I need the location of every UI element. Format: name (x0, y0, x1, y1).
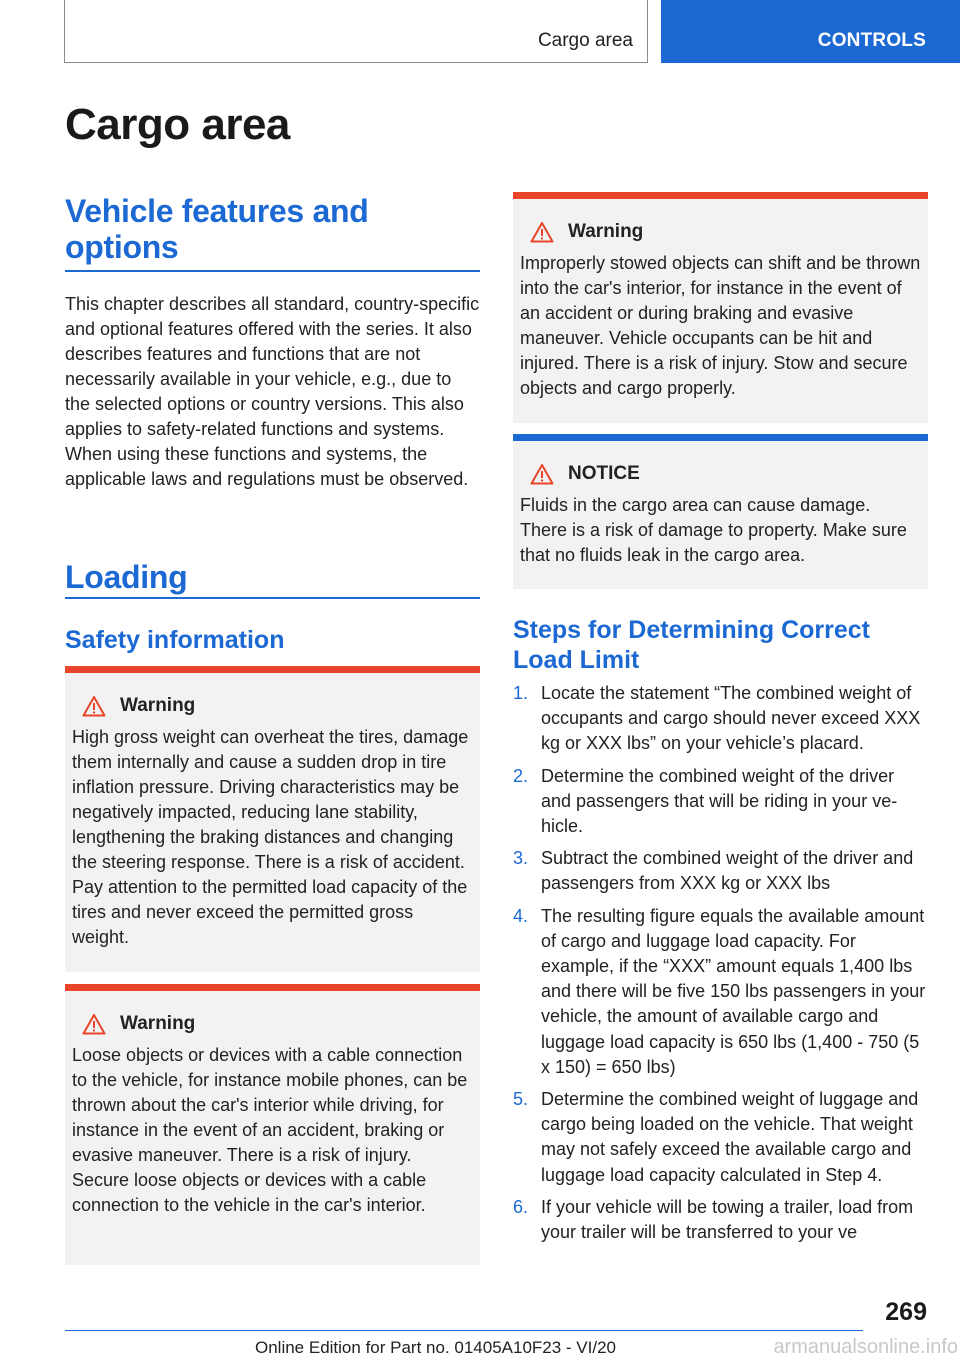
notice-title: NOTICE (568, 463, 640, 484)
warning-text: Improperly stowed objects can shift and be thrown into the car's interior, for instance in the event of an accident or during braking and evasive maneuver. Vehicle occupants can be hit and injured. There is a risk of injury. Stow and secure objects and cargo properly. (520, 253, 921, 398)
step-number: 4. (513, 905, 529, 926)
chapter-tab (661, 0, 960, 63)
list-item (513, 1195, 928, 1245)
list-item (513, 904, 928, 1080)
loading-heading-rule (65, 597, 480, 599)
step-text: Subtract the combined weight of the driver and passengers from XXX kg or XXX lbs (541, 848, 914, 894)
step-text: Locate the statement “The combined weight of occupants and cargo should never exceed XXX kg or XXX lbs” on your vehicle’s placard. (541, 683, 921, 754)
step-number: 3. (513, 848, 529, 869)
warning-triangle-icon (82, 695, 106, 717)
loading-heading: Loading (65, 559, 188, 595)
header-chapter-label: CONTROLS (817, 30, 926, 51)
page-title: Cargo area (65, 100, 290, 149)
features-heading: Vehicle features and options (65, 193, 369, 265)
step-number: 6. (513, 1196, 529, 1217)
watermark: armanualsonline.info (773, 1336, 958, 1358)
list-item (513, 681, 928, 757)
page-number: 269 (885, 1298, 927, 1326)
warning-box-gross-weight (65, 666, 480, 972)
notice-text: Fluids in the cargo area can cause damage. There is a risk of damage to property. Make sure that no fluids leak in the cargo area. (520, 495, 907, 565)
warning-triangle-icon (82, 1013, 106, 1035)
step-number: 2. (513, 765, 529, 786)
features-heading-rule (65, 270, 480, 272)
step-text: If your vehicle will be towing a trailer, load from your trailer will be transferred to your ve (541, 1196, 914, 1243)
warning-header (82, 693, 473, 719)
warning-box-loose-objects (65, 984, 480, 1265)
step-number: 5. (513, 1089, 529, 1110)
warning-header (82, 1011, 473, 1037)
notice-header (530, 461, 921, 487)
running-header (64, 0, 648, 63)
warning-triangle-icon (530, 463, 554, 485)
features-paragraph: This chapter describes all standard, country-specific and optional features offered with the series. It also describes features and functions that are not necessarily available in your vehicle, e.g., due to the selected options or country versions. This also applies to safety-related functions and systems. When using these functions and systems, the applicable laws and regulations must be observed. (65, 294, 480, 489)
step-number: 1. (513, 683, 529, 703)
warning-title: Warning (568, 221, 644, 242)
warning-triangle-icon (530, 221, 554, 243)
notice-box-fluids (513, 434, 928, 589)
safety-info-heading: Safety information (65, 626, 285, 654)
load-limit-steps (513, 681, 928, 1252)
warning-title: Warning (120, 1013, 196, 1034)
step-text: Determine the combined weight of the driver and passengers that will be riding in your vehicle. (541, 765, 898, 837)
list-item (513, 1087, 928, 1188)
edition-text: Online Edition for Part no. 01405A10F23 - VI/20 (255, 1338, 617, 1357)
warning-header (530, 219, 921, 245)
warning-text: High gross weight can overheat the tires, damage them internally and cause a sudden drop in tire inflation pressure. Driving characteristics may be negatively impacted, reducing lane stability, lengthening the braking distances and changing the steering response. There is a risk of accident. Pay attention to the permitted load capacity of the tires and never exceed the permitted gross weight. (72, 727, 469, 947)
header-section-label: Cargo area (537, 30, 633, 51)
warning-text: Loose objects or devices with a cable connection to the vehicle, for instance mobile phones, can be thrown about the car's interior while driving, for instance in the event of an accident, braking or evasive maneuver. There is a risk of injury. Secure loose objects or devices with a cable connection to the vehicle in the car's interior. (72, 1045, 468, 1215)
footer-rule (65, 1330, 863, 1331)
list-item (513, 764, 928, 840)
list-item (513, 846, 928, 896)
steps-heading: Steps for Determining Correct Load Limit (513, 616, 871, 674)
step-text: The resulting figure equals the available amount of cargo and luggage load capacity. For example, if the “XXX” amount equals 1,400 lbs and there will be five 150 lbs passengers in your vehicle, the amount of available cargo and luggage load capacity is 650 lbs (1,400 - 750 (5 x 150) = 650 lbs) (541, 905, 926, 1077)
warning-box-stowed-objects (513, 192, 928, 423)
warning-title: Warning (120, 695, 196, 716)
step-text: Determine the combined weight of luggage and cargo being loaded on the vehicle. That weight may not safely exceed the available cargo and luggage load capacity calculated in Step 4. (541, 1089, 919, 1185)
